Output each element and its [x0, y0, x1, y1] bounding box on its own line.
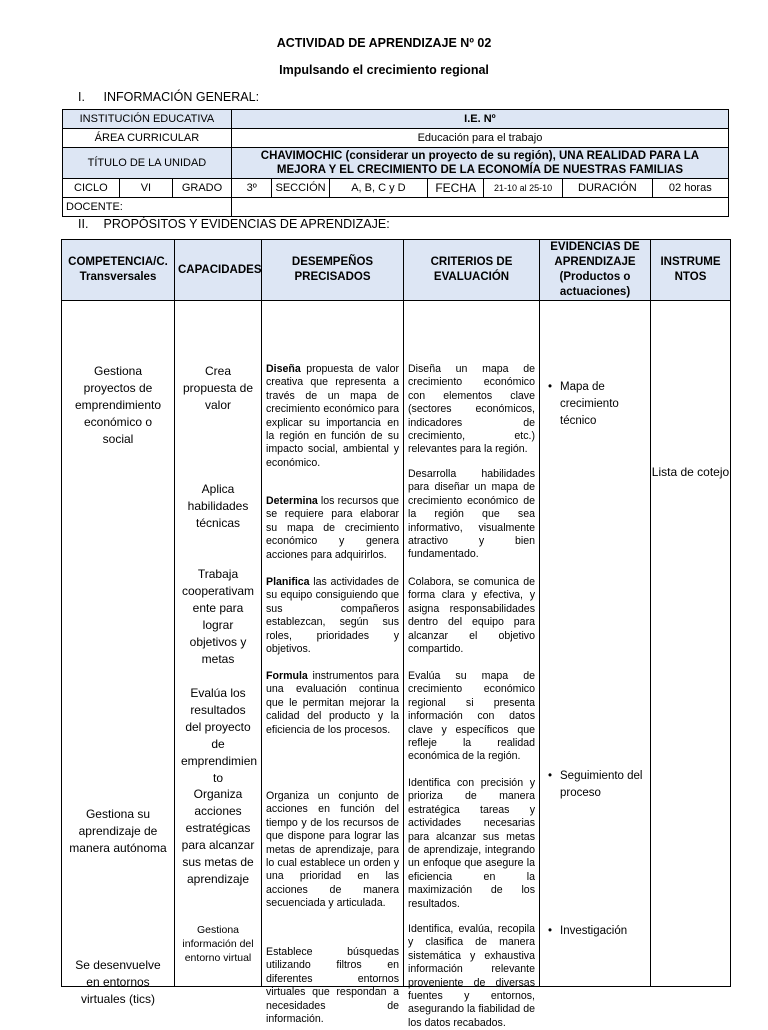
- col-header-desempenos: DESEMPEÑOS PRECISADOS: [262, 240, 404, 301]
- grado-label: GRADO: [173, 179, 232, 198]
- evidencias-cell: [540, 301, 651, 987]
- evidencia-bullet: • Investigación: [560, 923, 644, 940]
- desempeno-text: instrumentos para una evaluación continua que le permitan mejorar la calidad del producto y la eficiencia de los procesos.: [266, 670, 399, 736]
- purposes-table: [61, 239, 731, 1029]
- fecha-label: FECHA: [428, 179, 484, 198]
- col-header-capacidades: CAPACIDADES: [175, 240, 262, 301]
- criterio-item: Evalúa su mapa de crecimiento económico regional si presenta información con datos clave y específicos que refleje la realidad económica de la región.: [408, 670, 535, 763]
- desempeno-item: [262, 363, 403, 470]
- desempeno-verb: Diseña: [266, 363, 301, 375]
- section-heading-general-info: [78, 90, 259, 104]
- institucion-label: INSTITUCIÓN EDUCATIVA: [63, 110, 232, 129]
- seccion-value: A, B, C y D: [329, 179, 428, 198]
- section-title: INFORMACIÓN GENERAL:: [103, 90, 260, 104]
- evidencia-item: [540, 923, 650, 940]
- capacidad-item: Trabaja cooperativam ente para lograr objetivos y metas: [181, 567, 255, 666]
- instrumento-item: Lista de cotejo: [651, 465, 730, 479]
- document-title: ACTIVIDAD DE APRENDIZAJE Nº 02: [276, 36, 492, 50]
- grado-value: 3º: [231, 179, 272, 198]
- col-header-criterios: CRITERIOS DE EVALUACIÓN: [404, 240, 540, 301]
- evidencia-item: [540, 379, 650, 430]
- ciclo-value: VI: [119, 179, 172, 198]
- capacidades-cell: [175, 301, 262, 987]
- competencia-cell: [62, 301, 175, 1006]
- institucion-value: I.E. Nº: [231, 110, 728, 129]
- section-heading-purposes: [78, 217, 390, 231]
- seccion-label: SECCIÓN: [272, 179, 329, 198]
- desempeno-text: los recursos que se requiere para elaborar su mapa de crecimiento económico y genera acciones para adquirirlos.: [266, 495, 399, 561]
- desempeno-item: [262, 670, 403, 737]
- desempeno-verb: Formula: [266, 670, 308, 682]
- desempeno-text: Organiza un conjunto de acciones en función del tiempo y de los recursos de que dispone para lograr las metas de aprendizaje, para lo cual establece un orden y una prioridad en las acciones de manera secuenciada y articulada.: [266, 790, 399, 910]
- capacidad-item: Organiza acciones estratégicas para alcanzar sus metas de aprendizaje: [181, 787, 255, 886]
- evidencia-bullet: • Seguimiento del proceso: [560, 768, 644, 802]
- area-label: ÁREA CURRICULAR: [63, 129, 232, 148]
- criterio-item: Desarrolla habilidades para diseñar un mapa de crecimiento económico de la región que sea informativo, visualmente atractivo y bien fundamentado.: [408, 468, 535, 561]
- evidencia-item: [540, 768, 650, 802]
- competencia-item: Gestiona su aprendizaje de manera autónoma: [69, 807, 167, 855]
- docente-value: [231, 198, 728, 217]
- desempeno-item: [262, 790, 403, 911]
- criterio-item: Identifica con precisión y prioriza de manera estratégica tareas y actividades necesarias para alcanzar sus metas de aprendizaje, integrando un enfoque que asegure la eficiencia en la maximización de los resultados.: [408, 777, 535, 910]
- capacidad-item: Evalúa los resultados del proyecto de emprendimien to: [181, 686, 258, 785]
- col-header-instrumentos: INSTRUME NTOS: [651, 240, 731, 301]
- col-header-evidencias: EVIDENCIAS DE APRENDIZAJE (Productos o actuaciones): [540, 240, 651, 301]
- desempeno-verb: Determina: [266, 495, 318, 507]
- desempeno-verb: Planifica: [266, 576, 310, 588]
- area-value: Educación para el trabajo: [231, 129, 728, 148]
- section-number: II.: [78, 217, 89, 231]
- desempeno-text: Establece búsquedas utilizando filtros en diferentes entornos virtuales que respondan a necesidades de información.: [266, 946, 399, 1026]
- criterios-cell: [404, 301, 540, 1029]
- competencia-item: Se desenvuelve en entornos virtuales (tics): [75, 958, 161, 1006]
- desempeno-item: [262, 576, 403, 656]
- section-number: I.: [78, 90, 85, 104]
- duracion-label: DURACIÓN: [563, 179, 653, 198]
- duracion-value: 02 horas: [652, 179, 728, 198]
- general-info-table: [62, 109, 729, 217]
- ciclo-label: CICLO: [63, 179, 120, 198]
- instrumentos-cell: [651, 301, 731, 987]
- fecha-value: 21-10 al 25-10: [484, 179, 563, 198]
- document-subtitle: Impulsando el crecimiento regional: [279, 63, 489, 77]
- capacidad-item: Crea propuesta de valor: [182, 364, 254, 412]
- evidencia-bullet: • Mapa de crecimiento técnico: [560, 379, 644, 430]
- capacidad-item: Aplica habilidades técnicas: [187, 482, 249, 530]
- criterio-item: Identifica, evalúa, recopila y clasifica de manera sistemática y exhaustiva información relevante proveniente de diversas fuentes y entornos, asegurando la fiabilidad de los datos recabados.: [408, 923, 535, 1029]
- competencia-item: Gestiona proyectos de emprendimiento económico o social: [74, 364, 162, 446]
- col-header-competencia: COMPETENCIA/C. Transversales: [62, 240, 175, 301]
- section-title: PROPÓSITOS Y EVIDENCIAS DE APRENDIZAJE:: [103, 217, 390, 231]
- criterio-item: Diseña un mapa de crecimiento económico con elementos clave (sectores económicos, indicadores de crecimiento, etc.) relevantes para la región.: [408, 363, 535, 456]
- docente-label: DOCENTE:: [63, 198, 232, 217]
- desempeno-text: propuesta de valor creativa que representa a través de un mapa de crecimiento económico para explicar su importancia en la región en función de su impacto social, ambiental y económico.: [266, 363, 399, 469]
- titulo-value: CHAVIMOCHIC (considerar un proyecto de su región), UNA REALIDAD PARA LA MEJORA Y EL CRECIMIENTO DE LA ECONOMÍA DE NUESTRAS FAMILIAS: [231, 148, 728, 179]
- capacidad-item: Gestiona información del entorno virtual: [182, 924, 254, 964]
- desempeno-item: [262, 495, 403, 562]
- titulo-label: TÍTULO DE LA UNIDAD: [63, 148, 232, 179]
- desempeno-text: las actividades de su equipo consiguiendo que sus compañeros establezcan, según sus roles, prioridades y objetivos.: [266, 576, 399, 656]
- desempeno-item: [262, 946, 403, 1026]
- desempenos-cell: [262, 301, 404, 1026]
- criterio-item: Colabora, se comunica de forma clara y efectiva, y asigna responsabilidades dentro del equipo para alcanzar el objetivo compartido.: [408, 576, 535, 656]
